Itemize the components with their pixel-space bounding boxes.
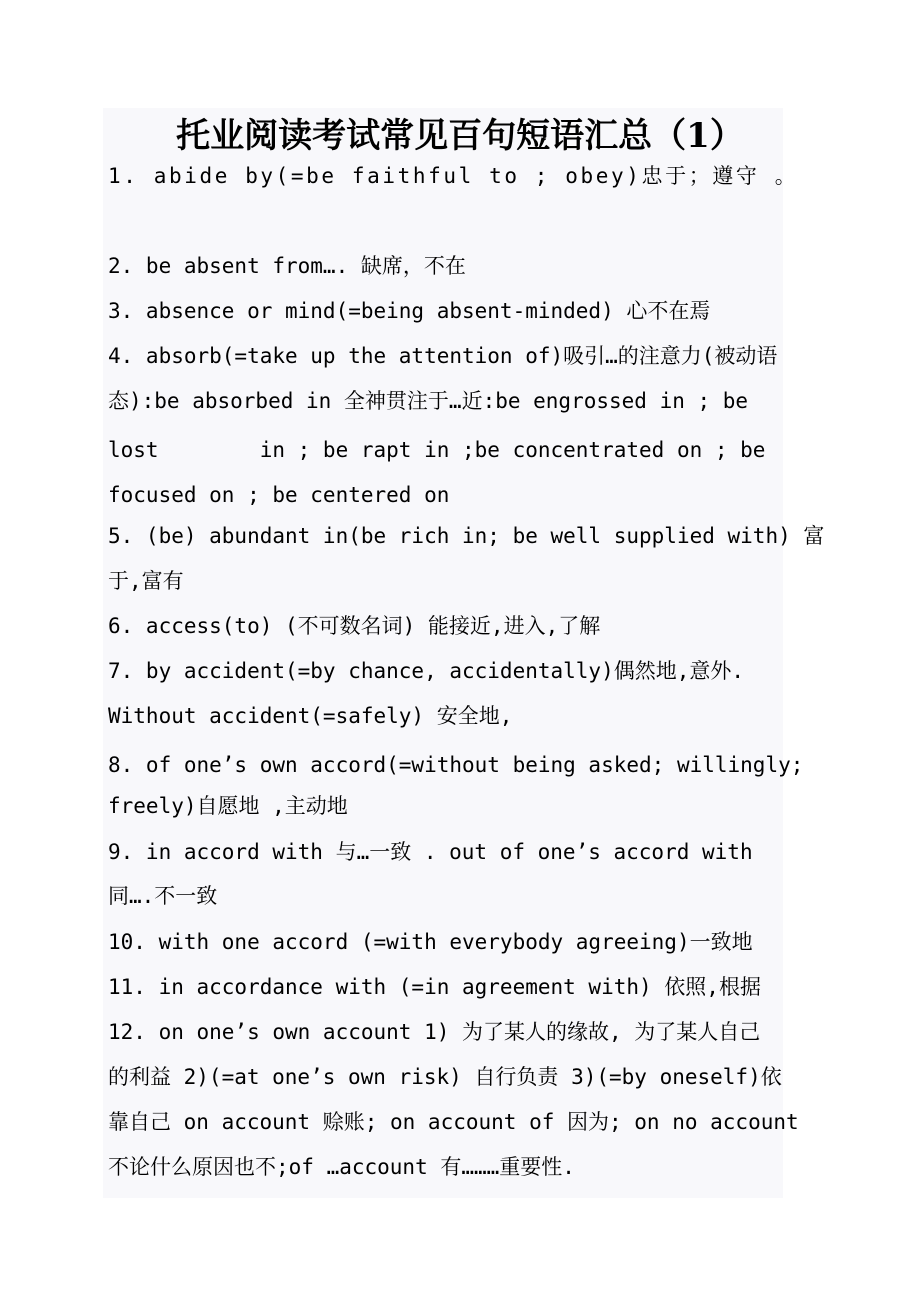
text-line: 8. of one’s own accord(=without being asked; willingly; <box>108 753 804 777</box>
text-line: 9. in accord with 与…一致 . out of one’s accord with <box>108 840 753 864</box>
text-line: 于,富有 <box>108 569 184 593</box>
text-line: 靠自己 on account 赊账; on account of 因为; on no account <box>108 1110 799 1134</box>
text-line: 6. access(to) (不可数名词) 能接近,进入,了解 <box>108 614 601 638</box>
page-title: 托业阅读考试常见百句短语汇总（1） <box>176 116 744 156</box>
text-line: 态):be absorbed in 全神贯注于…近:be engrossed in ; be <box>108 389 749 413</box>
text-line: 的利益 2)(=at one’s own risk) 自行负责 3)(=by oneself)依 <box>108 1065 782 1089</box>
text-line: 2. be absent from…. 缺席，不在 <box>108 254 466 278</box>
text-line: 4. absorb(=take up the attention of)吸引…的注意力(被动语 <box>108 344 778 368</box>
text-line: 11. in accordance with (=in agreement with) 依照,根据 <box>108 975 761 999</box>
text-line: 5. (be) abundant in(be rich in; be well supplied with) 富 <box>108 524 825 548</box>
text-line: focused on ; be centered on <box>108 483 450 507</box>
text-line: Without accident(=safely) 安全地, <box>108 704 513 728</box>
text-line: 3. absence or mind(=being absent-minded) 心不在焉 <box>108 299 711 323</box>
text-line: lost in ; be rapt in ;be concentrated on ; be <box>108 438 766 462</box>
text-line: 同….不一致 <box>108 884 218 908</box>
text-line: 7. by accident(=by chance, accidentally)偶然地,意外. <box>108 659 745 683</box>
text-line: freely)自愿地 ,主动地 <box>108 794 348 818</box>
text-line: 10. with one accord (=with everybody agreeing)一致地 <box>108 930 753 954</box>
text-line: 12. on one’s own account 1) 为了某人的缘故, 为了某人自己 <box>108 1020 761 1044</box>
text-line: 不论什么原因也不;of …account 有………重要性. <box>108 1155 575 1179</box>
text-line: 1. abide by(=be faithful to ; obey)忠于；遵守 。 <box>108 164 799 188</box>
